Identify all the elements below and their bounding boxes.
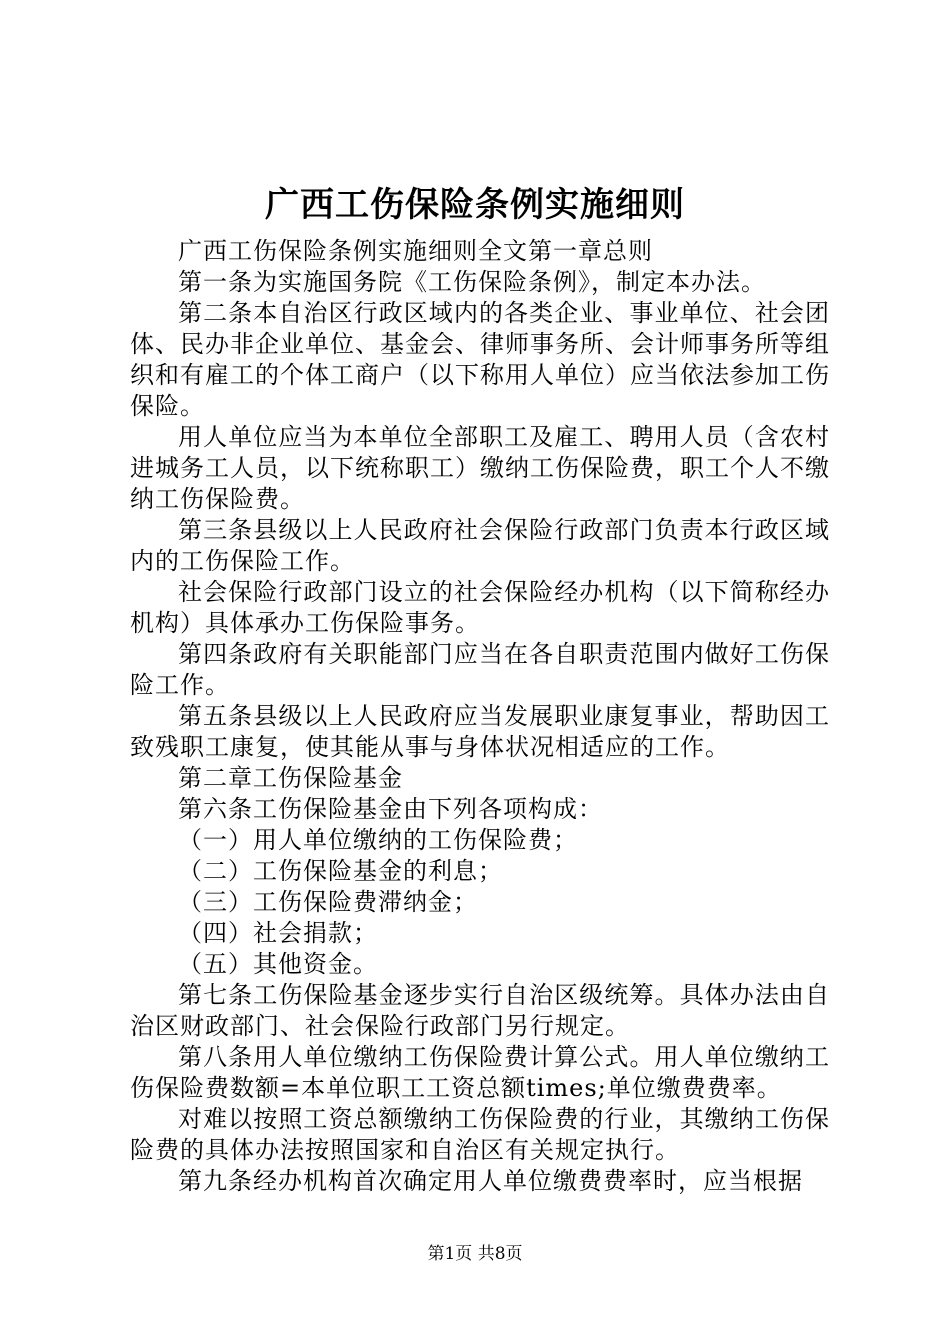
paragraph: 对难以按照工资总额缴纳工伤保险费的行业，其缴纳工伤保险费的具体办法按照国家和自治区有关规定执行。 xyxy=(130,1105,830,1164)
paragraph: 社会保险行政部门设立的社会保险经办机构（以下简称经办机构）具体承办工伤保险事务。 xyxy=(130,578,830,637)
list-item: （五）其他资金。 xyxy=(178,950,378,978)
paragraph: 第六条工伤保险基金由下列各项构成： xyxy=(178,795,603,823)
paragraph: 第七条工伤保险基金逐步实行自治区级统筹。具体办法由自治区财政部门、社会保险行政部门另行规定。 xyxy=(130,981,830,1040)
list-item: （四）社会捐款； xyxy=(178,919,378,947)
paragraph: 第三条县级以上人民政府社会保险行政部门负责本行政区域内的工伤保险工作。 xyxy=(130,516,830,575)
paragraph: 第五条县级以上人民政府应当发展职业康复事业，帮助因工致残职工康复，使其能从事与身体状况相适应的工作。 xyxy=(130,702,830,761)
list-item: （二）工伤保险基金的利息； xyxy=(178,857,503,885)
list-item: （一）用人单位缴纳的工伤保险费； xyxy=(178,826,578,854)
document-body xyxy=(130,236,830,1197)
paragraph: 第九条经办机构首次确定用人单位缴费费率时，应当根据 xyxy=(178,1167,803,1195)
list-item: （三）工伤保险费滞纳金； xyxy=(178,888,478,916)
paragraph: 第八条用人单位缴纳工伤保险费计算公式。用人单位缴纳工伤保险费数额=本单位职工工资总额times;单位缴费费率。 xyxy=(130,1043,830,1102)
chapter-heading: 第二章工伤保险基金 xyxy=(178,764,403,792)
paragraph: 第一条为实施国务院《工伤保险条例》，制定本办法。 xyxy=(178,268,766,296)
paragraph: 第四条政府有关职能部门应当在各自职责范围内做好工伤保险工作。 xyxy=(130,640,830,699)
paragraph: 广西工伤保险条例实施细则全文第一章总则 xyxy=(178,237,653,265)
paragraph: 第二条本自治区行政区域内的各类企业、事业单位、社会团体、民办非企业单位、基金会、律师事务所、会计师事务所等组织和有雇工的个体工商户（以下称用人单位）应当依法参加工伤保险。 xyxy=(130,299,830,420)
document-title: 广西工伤保险条例实施细则 xyxy=(265,185,685,225)
paragraph: 用人单位应当为本单位全部职工及雇工、聘用人员（含农村进城务工人员，以下统称职工）缴纳工伤保险费，职工个人不缴纳工伤保险费。 xyxy=(130,423,830,513)
page-number-footer: 第1页 共8页 xyxy=(427,1244,523,1264)
